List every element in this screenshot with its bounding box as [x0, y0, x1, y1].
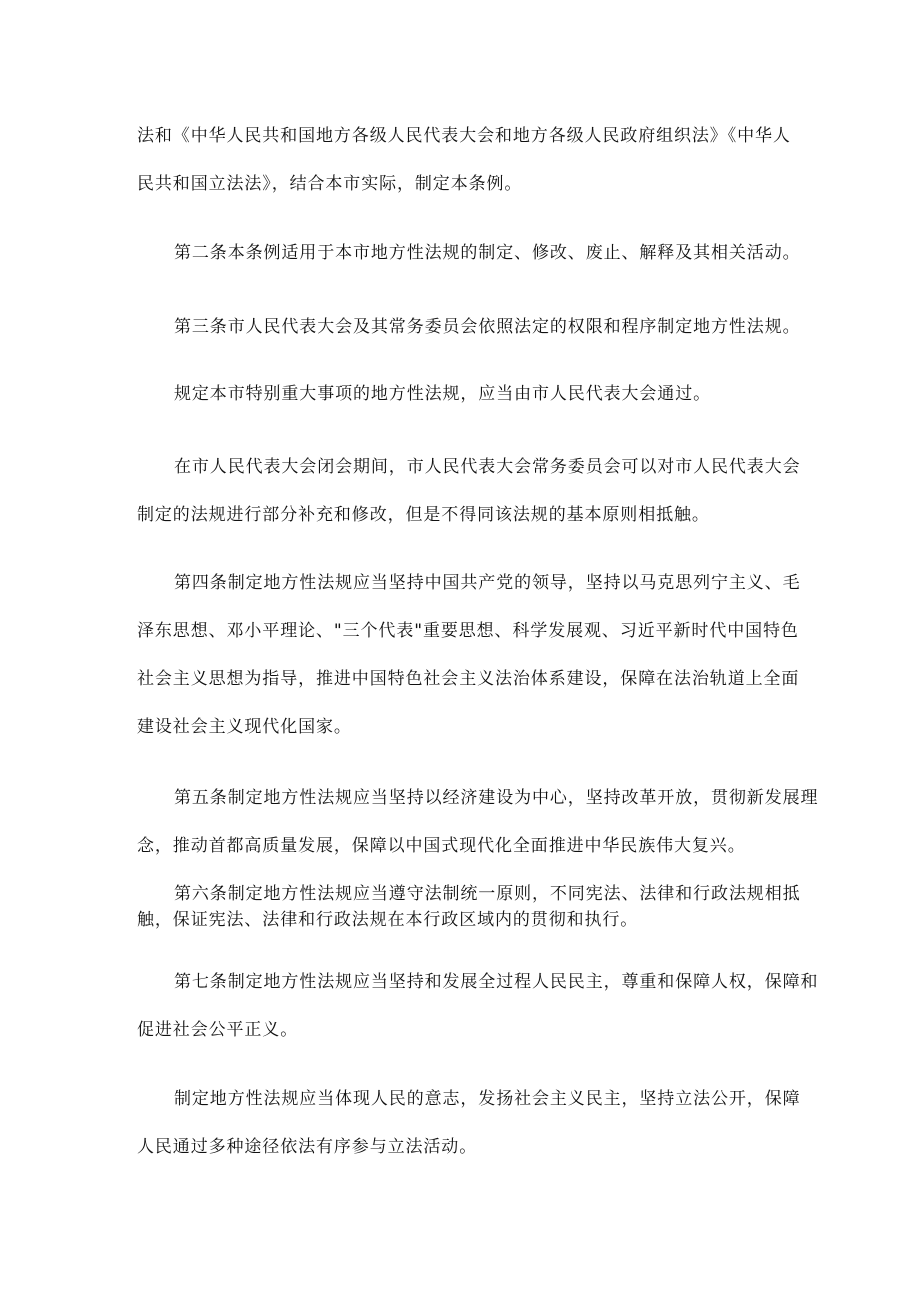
text-line: 建设社会主义现代化国家。 — [137, 717, 352, 737]
text-line: 在市人民代表大会闭会期间，市人民代表大会常务委员会可以对市人民代表大会 — [174, 457, 801, 477]
article-7-text: 第七条制定地方性法规应当坚持和发展全过程人民民主，尊重和保障人权，保障和 — [174, 972, 819, 992]
text-line: 民共和国立法法》，结合本市实际，制定本条例。 — [137, 174, 523, 194]
article-4-text: 第四条制定地方性法规应当坚持中国共产党的领导，坚持以马克思列宁主义、毛 — [174, 573, 801, 593]
text-line: 念，推动首都高质量发展，保障以中国式现代化全面推进中华民族伟大复兴。 — [137, 836, 746, 856]
text-line: 法和《中华人民共和国地方各级人民代表大会和地方各级人民政府组织法》《中华人 — [137, 126, 791, 146]
text-line: 规定本市特别重大事项的地方性法规，应当由市人民代表大会通过。 — [174, 384, 711, 404]
text-line: 社会主义思想为指导，推进中国特色社会主义法治体系建设，保障在法治轨道上全面 — [137, 669, 800, 689]
text-line: 人民通过多种途径依法有序参与立法活动。 — [137, 1137, 478, 1157]
text-line: 触，保证宪法、法律和行政法规在本行政区域内的贯彻和执行。 — [137, 910, 639, 930]
article-3-text: 第三条市人民代表大会及其常务委员会依照法定的权限和程序制定地方性法规。 — [174, 317, 801, 337]
text-line: 泽东思想、邓小平理论、"三个代表"重要思想、科学发展观、习近平新时代中国特色 — [137, 621, 799, 641]
article-5-text: 第五条制定地方性法规应当坚持以经济建设为中心，坚持改革开放，贯彻新发展理 — [174, 788, 819, 808]
text-line: 制定的法规进行部分补充和修改，但是不得同该法规的基本原则相抵触。 — [137, 505, 710, 525]
article-6-text: 第六条制定地方性法规应当遵守法制统一原则，不同宪法、法律和行政法规相抵 — [174, 884, 801, 904]
text-line: 促进社会公平正义。 — [137, 1020, 299, 1040]
text-line: 制定地方性法规应当体现人民的意志，发扬社会主义民主，坚持立法公开，保障 — [174, 1089, 801, 1109]
article-2-text: 第二条本条例适用于本市地方性法规的制定、修改、废止、解释及其相关活动。 — [174, 243, 801, 263]
